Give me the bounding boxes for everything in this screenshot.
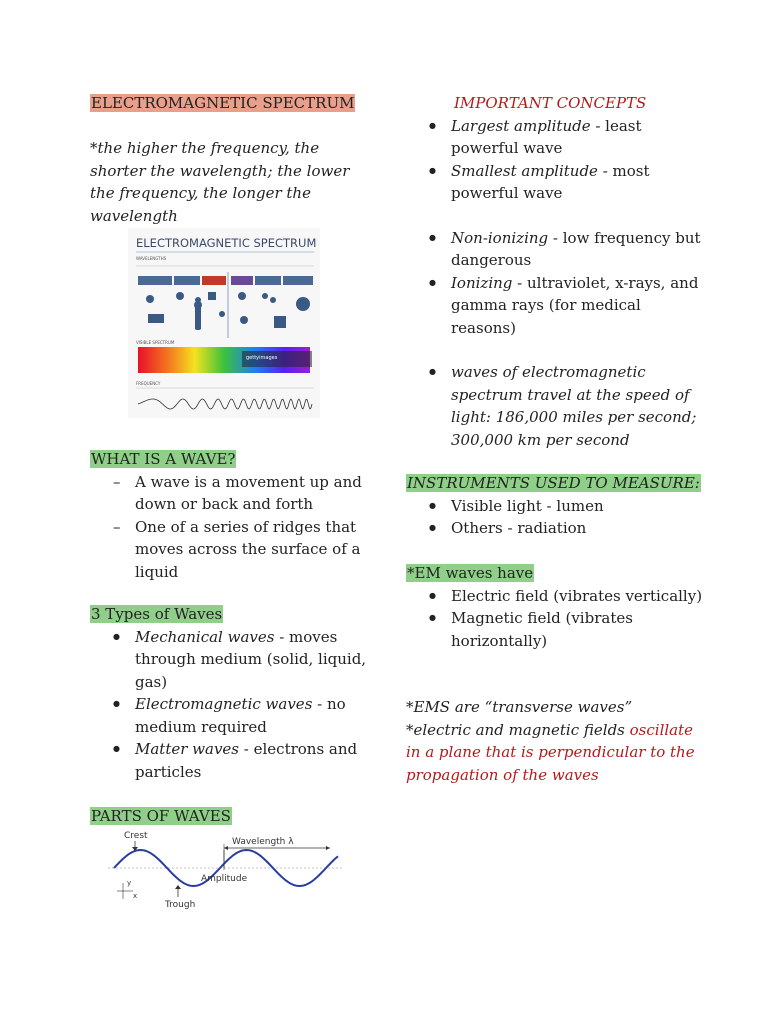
visible-spectrum-label: VISIBLE SPECTRUM <box>136 340 175 345</box>
em-waves-list <box>406 585 706 653</box>
list-item <box>406 227 706 272</box>
term: Largest amplitude <box>451 116 591 135</box>
what-is-wave-section <box>90 448 370 583</box>
list-item: ● Magnetic field (vibrates horizontally) <box>406 607 706 652</box>
title-text: ELECTROMAGNETIC SPECTRUM <box>91 94 355 112</box>
wave-diagram-svg <box>108 826 348 912</box>
desc: - moves through medium (solid, liquid, gas) <box>135 627 367 691</box>
desc: - most powerful wave <box>451 161 650 202</box>
instruments-heading: INSTRUMENTS USED TO MEASURE: <box>407 474 700 492</box>
list-item: ● waves of electromagnetic spectrum travel at the speed of light: 186,000 miles per second; 300,000 km per second <box>406 361 706 451</box>
speed-list <box>406 361 706 451</box>
footnote-transverse: *EMS are “transverse waves” <box>406 698 633 716</box>
list-item: – A wave is a movement up and down or back and forth <box>90 471 370 516</box>
list-item: ● Electric field (vibrates vertically) <box>406 585 706 608</box>
desc: - ultraviolet, x-rays, and gamma rays (for medical reasons) <box>451 273 699 337</box>
trough-label: Trough <box>165 900 196 910</box>
footnote-text: *electric and magnetic fields <box>406 720 630 739</box>
term: Mechanical waves <box>135 627 275 646</box>
list-item <box>406 272 706 340</box>
concepts-heading: IMPORTANT CONCEPTS <box>454 94 647 112</box>
list-item <box>406 160 706 205</box>
what-is-wave-heading: WHAT IS A WAVE? <box>91 450 236 468</box>
types-heading: 3 Types of Waves <box>91 605 223 623</box>
wavelengths-label: WAVELENGTHS <box>136 256 167 261</box>
watermark: gettyimages <box>246 355 278 361</box>
term: Ionizing <box>451 273 513 292</box>
frequency-note: *the higher the frequency, the shorter the wavelength; the lower the frequency, the longer the wavelength <box>90 139 350 225</box>
term: Non-ionizing <box>451 228 549 247</box>
parts-heading-wrap <box>90 805 232 828</box>
spectrum-image <box>128 228 320 418</box>
y-axis-label: y <box>127 879 132 887</box>
frequency-label: FREQUENCY <box>136 381 161 386</box>
em-waves-heading: *EM waves have <box>407 564 534 582</box>
list-item: ● Visible light - lumen <box>406 495 706 518</box>
types-list <box>90 626 370 784</box>
desc: - least powerful wave <box>451 116 642 157</box>
spectrum-img-title: ELECTROMAGNETIC SPECTRUM <box>136 236 317 250</box>
footnote-oscillate <box>406 719 696 787</box>
page-title <box>90 92 355 115</box>
wave-diagram <box>108 826 348 912</box>
list-item <box>90 626 370 694</box>
instruments-section <box>406 472 706 540</box>
term: Smallest amplitude <box>451 161 598 180</box>
footnotes <box>406 696 696 786</box>
em-waves-section <box>406 562 706 652</box>
spectrum-illustration <box>128 228 320 418</box>
term: Electromagnetic waves <box>135 695 313 713</box>
list-item: ● Others - radiation <box>406 517 706 540</box>
parts-heading: PARTS OF WAVES <box>91 807 231 825</box>
amplitude-label: Amplitude <box>201 874 248 884</box>
footnote-red-text: oscillate in a plane that is perpendicular to the propagation of the waves <box>406 720 695 784</box>
desc: - low frequency but dangerous <box>451 228 701 269</box>
what-is-wave-list <box>90 471 370 584</box>
term: Matter waves <box>135 740 240 758</box>
types-of-waves-section <box>90 603 370 783</box>
desc: - electrons and particles <box>135 740 358 781</box>
list-item <box>406 115 706 160</box>
list-item <box>90 693 370 738</box>
concepts-list <box>406 115 706 205</box>
ionizing-list <box>406 227 706 340</box>
desc: - no medium required <box>135 695 346 736</box>
x-axis-label: x <box>133 892 138 900</box>
instruments-list <box>406 495 706 540</box>
wavelength-label: Wavelength λ <box>232 837 294 847</box>
list-item <box>90 738 370 783</box>
crest-label: Crest <box>124 831 148 841</box>
important-concepts-section <box>406 92 706 451</box>
list-item: – One of a series of ridges that moves across the surface of a liquid <box>90 516 370 584</box>
